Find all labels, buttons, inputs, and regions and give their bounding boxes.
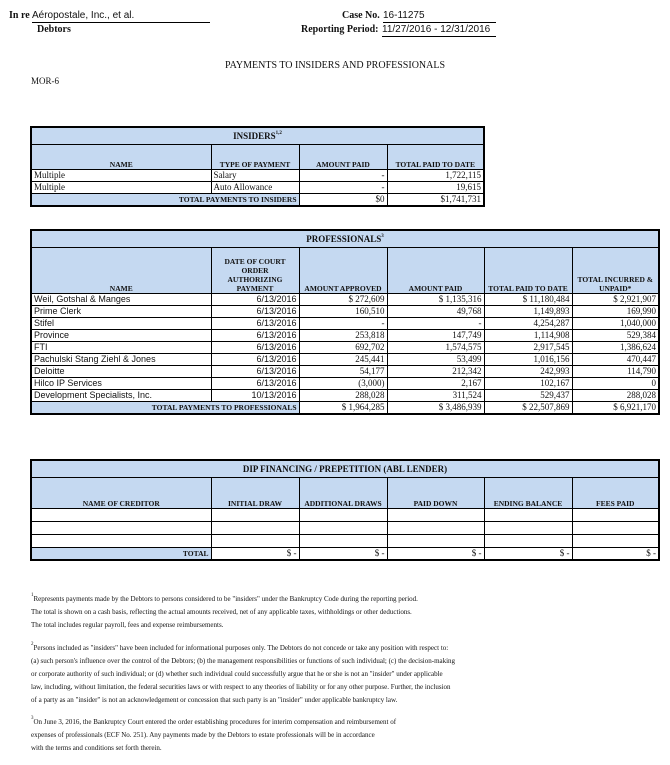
total-paid-to-date: 1,016,156 [484, 354, 572, 366]
total-incurred-unpaid: 114,790 [572, 366, 659, 378]
total-paid-to-date: 102,167 [484, 378, 572, 390]
court-order-date: 10/13/2016 [211, 390, 299, 402]
col-header-type: TYPE OF PAYMENT [211, 145, 299, 170]
total-paid-down: $ - [387, 548, 484, 561]
empty-cell [31, 535, 211, 548]
total-incurred-unpaid: 0 [572, 378, 659, 390]
total-label: TOTAL PAYMENTS TO INSIDERS [31, 194, 299, 207]
empty-cell [387, 509, 484, 522]
professional-name: Province [31, 330, 211, 342]
empty-cell [31, 522, 211, 535]
debtor-name: Aéropostale, Inc., et al. [32, 10, 210, 23]
professional-name: Stifel [31, 318, 211, 330]
total-paid-to-date: 1,114,908 [484, 330, 572, 342]
amount-approved: 692,702 [299, 342, 387, 354]
col-header-paid-down: PAID DOWN [387, 478, 484, 509]
total-row [31, 194, 484, 207]
form-id: MOR-6 [31, 76, 60, 86]
amount-paid: - [299, 182, 387, 194]
total-incurred-unpaid: 288,028 [572, 390, 659, 402]
empty-cell [484, 535, 572, 548]
empty-cell [211, 509, 299, 522]
total-amount-approved: $ 1,964,285 [299, 402, 387, 415]
total-paid-to-date: 2,917,545 [484, 342, 572, 354]
professional-name: Hilco IP Services [31, 378, 211, 390]
professionals-title: PROFESSIONALS$^3$ [31, 230, 659, 248]
col-header-name: NAME [31, 145, 211, 170]
col-header-additional-draws: ADDITIONAL DRAWS [299, 478, 387, 509]
table-row [31, 182, 484, 194]
col-header-amount-paid: AMOUNT PAID [299, 145, 387, 170]
table-row [31, 342, 659, 354]
empty-row [31, 522, 659, 535]
amount-paid: 53,499 [387, 354, 484, 366]
total-ending-balance: $ - [484, 548, 572, 561]
professional-name: Prime Clerk [31, 306, 211, 318]
col-header-creditor: NAME OF CREDITOR [31, 478, 211, 509]
total-paid-to-date: 242,993 [484, 366, 572, 378]
total-paid-to-date: 4,254,287 [484, 318, 572, 330]
total-paid-to-date: $1,741,731 [387, 194, 484, 207]
total-incurred-unpaid: 529,384 [572, 330, 659, 342]
page-title: PAYMENTS TO INSIDERS AND PROFESSIONALS [224, 60, 446, 71]
total-incurred-unpaid: 1,386,624 [572, 342, 659, 354]
empty-cell [299, 535, 387, 548]
footnote-3: $^3$On June 3, 2016, the Bankruptcy Court entered the order establishing procedures for interim compensation and reimbursement of expenses of professionals (ECF No. 251). Any payments made by the Debtors to estate professionals will be in accordance with the terms and conditions set forth therein. [31, 716, 397, 752]
col-header-total-paid: TOTAL PAID TO DATE [387, 145, 484, 170]
empty-cell [484, 509, 572, 522]
empty-cell [387, 522, 484, 535]
empty-cell [31, 509, 211, 522]
court-order-date: 6/13/2016 [211, 318, 299, 330]
amount-approved: 288,028 [299, 390, 387, 402]
empty-cell [484, 522, 572, 535]
empty-row [31, 509, 659, 522]
total-paid-to-date: 1,722,115 [387, 170, 484, 182]
amount-paid: $ 1,135,316 [387, 294, 484, 306]
total-paid-to-date: 1,149,893 [484, 306, 572, 318]
total-incurred-unpaid: $ 2,921,907 [572, 294, 659, 306]
court-order-date: 6/13/2016 [211, 354, 299, 366]
court-order-date: 6/13/2016 [211, 342, 299, 354]
total-paid-to-date: $ 11,180,484 [484, 294, 572, 306]
col-header-fees-paid: FEES PAID [572, 478, 659, 509]
amount-approved: 245,441 [299, 354, 387, 366]
in-re-label: In re [9, 10, 30, 21]
table-row [31, 294, 659, 306]
insiders-title: INSIDERS$^{1,2}$ [31, 127, 484, 145]
amount-approved: 160,510 [299, 306, 387, 318]
empty-cell [299, 509, 387, 522]
total-row [31, 548, 659, 561]
empty-cell [299, 522, 387, 535]
amount-paid: 311,524 [387, 390, 484, 402]
total-incurred-unpaid: 470,447 [572, 354, 659, 366]
total-amount-paid: $ 3,486,939 [387, 402, 484, 415]
table-row [31, 170, 484, 182]
footnote-1: $^1$Represents payments made by the Debtors to persons considered to be "insiders" under the Bankruptcy Code during the reporting period. The total is shown on a cash basis, reflecting the actual amounts received, net of any applicable taxes, withholdings or other deductions. The total includes regular payroll, fees and expense reimbursements. [31, 593, 418, 629]
total-fees-paid: $ - [572, 548, 659, 561]
amount-paid: 1,574,575 [387, 342, 484, 354]
case-no-label: Case No. [342, 10, 380, 21]
payment-type: Auto Allowance [211, 182, 299, 194]
table-row [31, 330, 659, 342]
total-additional-draws: $ - [299, 548, 387, 561]
col-header-name: NAME [31, 248, 211, 294]
amount-paid: - [299, 170, 387, 182]
dip-financing-table [30, 459, 660, 561]
empty-cell [211, 522, 299, 535]
total-label: TOTAL [31, 548, 211, 561]
amount-paid: 147,749 [387, 330, 484, 342]
amount-paid: 212,342 [387, 366, 484, 378]
table-row [31, 390, 659, 402]
insider-name: Multiple [31, 170, 211, 182]
col-header-total-unpaid: TOTAL INCURRED & UNPAID* [572, 248, 659, 294]
footnote-2: $^2$Persons included as "insiders" have been included for informational purposes only. The Debtors do not concede or take any position with respect to: (a) such person's influence over the control of the Debtors; (b) the management responsibilities or functions of such individual; (c) the decision-making or corporate authority of such individual; or (d) whether such individual could successfully argue that he or she is not an "insider" under applicable law, including, without limitation, the federal securities laws or with respect to any theories of liability or for any other purpose. Further, the inclusion of a party as an "insider" is not an acknowledgement or concession that such party is an "insider" under applicable bankruptcy law. [31, 642, 456, 704]
court-order-date: 6/13/2016 [211, 366, 299, 378]
total-incurred-unpaid: $ 6,921,170 [572, 402, 659, 415]
total-label: TOTAL PAYMENTS TO PROFESSIONALS [31, 402, 299, 415]
dip-title: DIP FINANCING / PREPETITION (ABL LENDER) [31, 460, 659, 478]
total-incurred-unpaid: 1,040,000 [572, 318, 659, 330]
total-row [31, 402, 659, 415]
court-order-date: 6/13/2016 [211, 294, 299, 306]
col-header-court-order-date: DATE OF COURT ORDER AUTHORIZING PAYMENT [211, 248, 299, 294]
col-header-ending-balance: ENDING BALANCE [484, 478, 572, 509]
debtors-label: Debtors [37, 24, 71, 35]
empty-cell [572, 535, 659, 548]
empty-row [31, 535, 659, 548]
court-order-date: 6/13/2016 [211, 330, 299, 342]
col-header-initial-draw: INITIAL DRAW [211, 478, 299, 509]
table-row [31, 378, 659, 390]
court-order-date: 6/13/2016 [211, 306, 299, 318]
insider-name: Multiple [31, 182, 211, 194]
empty-cell [572, 509, 659, 522]
amount-approved: (3,000) [299, 378, 387, 390]
total-amount-paid: $0 [299, 194, 387, 207]
professional-name: Deloitte [31, 366, 211, 378]
empty-cell [572, 522, 659, 535]
court-order-date: 6/13/2016 [211, 378, 299, 390]
professionals-table [30, 229, 660, 415]
amount-approved: - [299, 318, 387, 330]
table-row [31, 366, 659, 378]
table-row [31, 306, 659, 318]
professional-name: Development Specialists, Inc. [31, 390, 211, 402]
total-paid-to-date: $ 22,507,869 [484, 402, 572, 415]
professional-name: FTI [31, 342, 211, 354]
amount-paid: - [387, 318, 484, 330]
payment-type: Salary [211, 170, 299, 182]
total-incurred-unpaid: 169,990 [572, 306, 659, 318]
col-header-total-paid: TOTAL PAID TO DATE [484, 248, 572, 294]
total-paid-to-date: 19,615 [387, 182, 484, 194]
empty-cell [211, 535, 299, 548]
amount-approved: $ 272,609 [299, 294, 387, 306]
professional-name: Pachulski Stang Ziehl & Jones [31, 354, 211, 366]
amount-paid: 49,768 [387, 306, 484, 318]
empty-cell [387, 535, 484, 548]
reporting-period-label: Reporting Period: [301, 24, 379, 35]
insiders-table [30, 126, 485, 207]
total-initial-draw: $ - [211, 548, 299, 561]
col-header-amount-paid: AMOUNT PAID [387, 248, 484, 294]
table-row [31, 354, 659, 366]
reporting-period-value: 11/27/2016 - 12/31/2016 [382, 24, 496, 37]
total-paid-to-date: 529,437 [484, 390, 572, 402]
col-header-amount-approved: AMOUNT APPROVED [299, 248, 387, 294]
amount-paid: 2,167 [387, 378, 484, 390]
table-row [31, 318, 659, 330]
amount-approved: 253,818 [299, 330, 387, 342]
case-no-value: 16-11275 [383, 10, 496, 23]
amount-approved: 54,177 [299, 366, 387, 378]
professional-name: Weil, Gotshal & Manges [31, 294, 211, 306]
